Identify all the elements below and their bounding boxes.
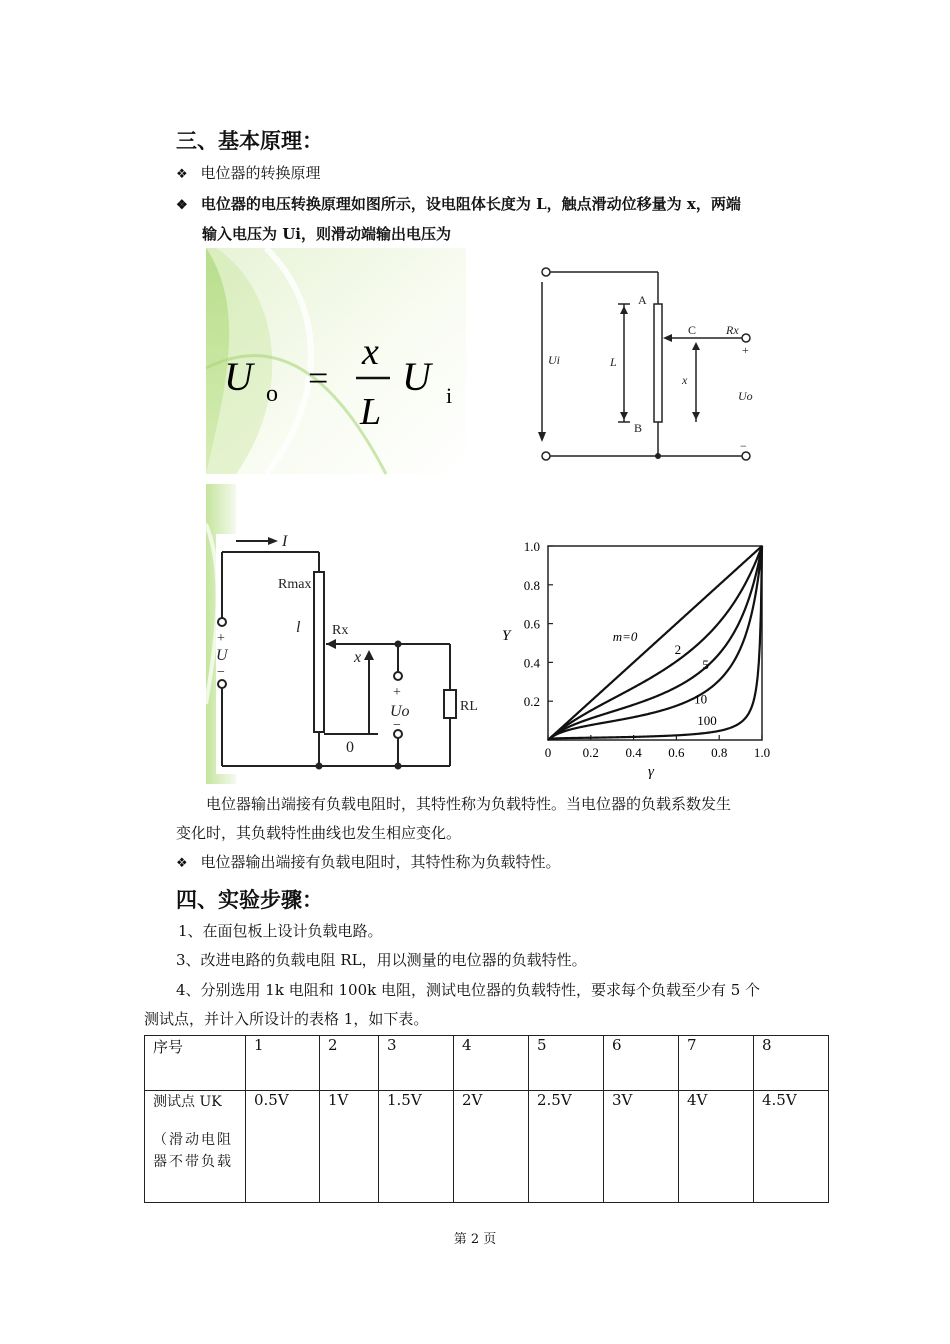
load-characteristic-chart bbox=[490, 530, 790, 784]
label-a: A bbox=[638, 293, 647, 307]
formula-panel bbox=[206, 248, 466, 474]
label-l: L bbox=[610, 355, 617, 369]
step-4b: 测试点，并计入所设计的表格 1，如下表。 bbox=[144, 1010, 429, 1028]
label-plus-left: + bbox=[217, 631, 225, 646]
bullet-icon: ❖ bbox=[176, 198, 188, 213]
label-c: C bbox=[688, 323, 697, 337]
label-uo: Uo bbox=[738, 389, 753, 403]
series-label: m=0 bbox=[612, 628, 638, 644]
table-row bbox=[145, 1091, 829, 1203]
y-axis-label: Y bbox=[502, 628, 511, 644]
y-tick-label: 0.8 bbox=[523, 577, 540, 593]
x-tick-label: 0 bbox=[544, 745, 552, 760]
label-uo2: Uo bbox=[390, 703, 410, 720]
test-table bbox=[144, 1035, 829, 1203]
table-cell: 2 bbox=[320, 1036, 379, 1091]
formula-rhs: U bbox=[402, 354, 431, 399]
step-4a: 4、分别选用 1k 电阻和 100k 电阻，测试电位器的负载特性，要求每个负载至少有 5 个 bbox=[176, 981, 761, 999]
label-minus-out: − bbox=[393, 718, 401, 733]
table-cell: 1V bbox=[320, 1091, 379, 1203]
bullet-text: 电位器的转换原理 bbox=[200, 164, 321, 182]
formula-rhs-sub: i bbox=[446, 383, 453, 408]
bullet-item-1 bbox=[176, 162, 320, 186]
formula-eq: = bbox=[308, 358, 329, 398]
series-label: 5 bbox=[702, 656, 709, 672]
y-tick-label: 0.2 bbox=[523, 694, 540, 710]
bullet-icon: ❖ bbox=[176, 167, 188, 182]
x-tick-label: 1.0 bbox=[753, 745, 771, 760]
formula-lhs: U bbox=[224, 354, 253, 399]
step-1: 1、在面包板上设计负载电路。 bbox=[178, 922, 383, 940]
x-tick-label: 0.2 bbox=[582, 745, 599, 760]
label-current: I bbox=[282, 533, 288, 550]
label-zero: 0 bbox=[346, 739, 354, 756]
label-minus-left: − bbox=[217, 665, 225, 680]
series-label: 2 bbox=[674, 642, 682, 658]
bullet-icon: ❖ bbox=[176, 856, 188, 871]
step-3: 3、改进电路的负载电阻 RL，用以测量的电位器的负载特性。 bbox=[176, 951, 587, 969]
bullet-text: 电位器的电压转换原理如图所示，设电阻体长度为 L，触点滑动位移量为 x，两端 bbox=[200, 195, 741, 213]
label-x2: x bbox=[354, 649, 362, 666]
paragraph-1b: 变化时，其负载特性曲线也发生相应变化。 bbox=[176, 824, 462, 842]
table-cell: 7 bbox=[679, 1036, 754, 1091]
y-tick-label: 0.6 bbox=[523, 616, 540, 632]
label-rx2: Rx bbox=[332, 623, 349, 638]
bullet-text: 电位器输出端接有负载电阻时，其特性称为负载特性。 bbox=[200, 853, 561, 871]
x-axis-label: γ bbox=[648, 764, 654, 780]
table-cell: 1 bbox=[246, 1036, 320, 1091]
label-rx: Rx bbox=[726, 323, 739, 337]
series-line-m0 bbox=[548, 546, 762, 740]
y-tick-label: 1.0 bbox=[523, 539, 540, 554]
table-cell: 5 bbox=[529, 1036, 604, 1091]
label-plus: + bbox=[742, 343, 749, 357]
table-row bbox=[145, 1036, 829, 1091]
label-l-small: l bbox=[296, 619, 301, 636]
x-tick-label: 0.8 bbox=[711, 745, 728, 760]
x-tick-label: 0.6 bbox=[668, 745, 685, 760]
bullet-item-3 bbox=[176, 851, 560, 875]
section3-title: 三、基本原理： bbox=[176, 129, 323, 153]
table-cell: 4.5V bbox=[754, 1091, 829, 1203]
label-rl: RL bbox=[460, 699, 478, 714]
table-cell: 2.5V bbox=[529, 1091, 604, 1203]
table-cell: 4 bbox=[454, 1036, 529, 1091]
label-ui: Ui bbox=[548, 353, 560, 367]
table-cell: 8 bbox=[754, 1036, 829, 1091]
table-cell: 4V bbox=[679, 1091, 754, 1203]
y-tick-label: 0.4 bbox=[523, 655, 540, 671]
label-x: x bbox=[682, 373, 688, 387]
label-b: B bbox=[634, 421, 643, 435]
table-cell: 2V bbox=[454, 1091, 529, 1203]
row-note: （滑动电阻器不带负载 bbox=[153, 1132, 233, 1170]
series-label: 10 bbox=[694, 691, 708, 707]
formula-lhs-sub: o bbox=[266, 381, 278, 407]
circuit-diagram-2 bbox=[206, 484, 478, 784]
bullet-item-2 bbox=[176, 193, 741, 217]
row-head: 测试点 UK bbox=[153, 1094, 222, 1110]
table-cell: 3 bbox=[379, 1036, 454, 1091]
paragraph-1a: 电位器输出端接有负载电阻时，其特性称为负载特性。当电位器的负载系数发生 bbox=[206, 795, 732, 813]
series-label: 100 bbox=[697, 712, 717, 728]
section4-title: 四、实验步骤： bbox=[176, 888, 323, 912]
table-cell: 0.5V bbox=[246, 1091, 320, 1203]
label-minus: − bbox=[740, 439, 747, 453]
circuit-diagram-1 bbox=[530, 260, 770, 466]
formula-num: x bbox=[362, 331, 379, 373]
table-cell: 序号 bbox=[145, 1036, 246, 1091]
table-cell: 6 bbox=[604, 1036, 679, 1091]
label-plus-out: + bbox=[393, 685, 401, 700]
bullet-item-2-cont: 输入电压为 Ui，则滑动端输出电压为 bbox=[202, 225, 452, 243]
table-cell: 1.5V bbox=[379, 1091, 454, 1203]
table-cell: 3V bbox=[604, 1091, 679, 1203]
label-rmax: Rmax bbox=[278, 577, 312, 592]
x-tick-label: 0.4 bbox=[625, 745, 642, 760]
label-u: U bbox=[216, 647, 228, 664]
page-footer: 第 2 页 bbox=[453, 1232, 497, 1247]
table-cell bbox=[145, 1091, 246, 1203]
formula-den: L bbox=[360, 391, 382, 433]
